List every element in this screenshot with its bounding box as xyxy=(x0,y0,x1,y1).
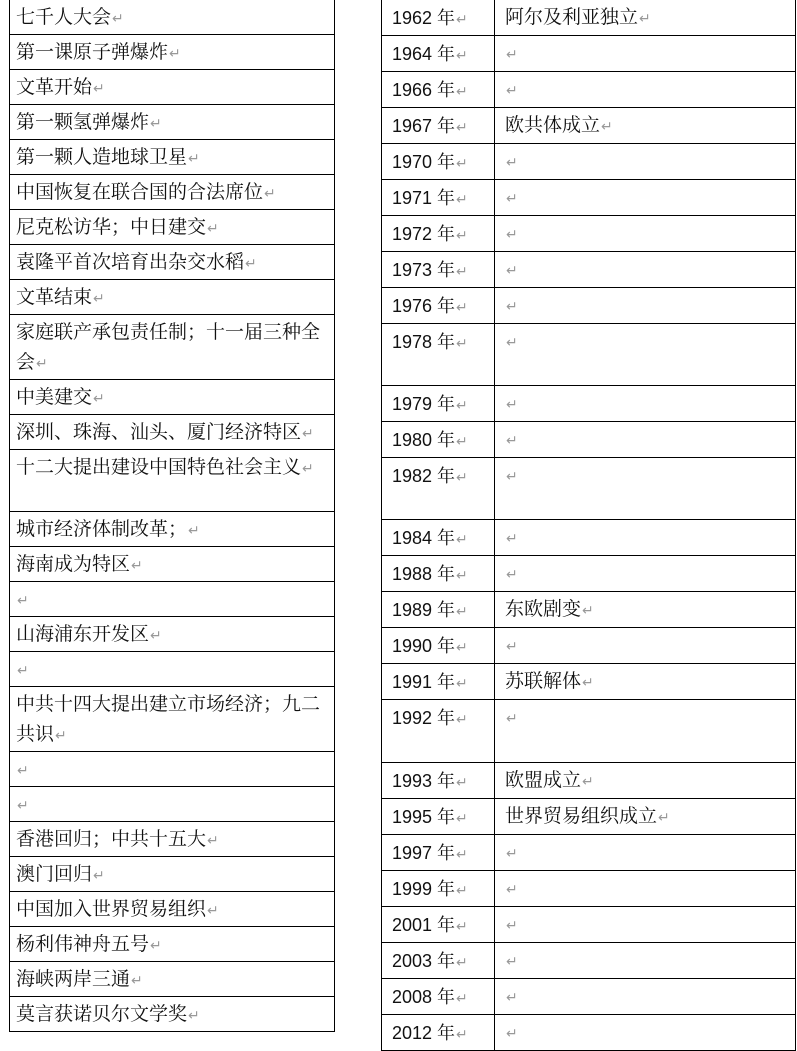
china-event-cell xyxy=(10,245,335,280)
table-row xyxy=(382,835,796,871)
china-event-cell-text: 山海浦东开发区 xyxy=(16,624,150,645)
year-cell-text: 1972 年 xyxy=(392,224,456,244)
table-row xyxy=(382,422,796,458)
paragraph-mark-icon: ↵ xyxy=(582,774,594,790)
year-cell-text: 1982 年 xyxy=(392,466,456,486)
year-cell-text: 1988 年 xyxy=(392,564,456,584)
world-event-cell xyxy=(495,288,796,324)
year-cell xyxy=(382,700,495,763)
paragraph-mark-icon: ↵ xyxy=(456,604,468,620)
year-cell-text: 1984 年 xyxy=(392,528,456,548)
paragraph-mark-icon: ↵ xyxy=(169,46,181,62)
year-cell xyxy=(382,871,495,907)
table-row xyxy=(10,512,335,547)
world-event-cell xyxy=(495,108,796,144)
year-cell xyxy=(382,835,495,871)
paragraph-mark-icon: ↵ xyxy=(456,228,468,244)
paragraph-mark-icon: ↵ xyxy=(456,192,468,208)
paragraph-mark-icon: ↵ xyxy=(456,1027,468,1043)
year-cell-text: 1970 年 xyxy=(392,152,456,172)
paragraph-mark-icon: ↵ xyxy=(17,763,29,779)
paragraph-mark-icon: ↵ xyxy=(131,973,143,989)
year-cell xyxy=(382,520,495,556)
year-cell-text: 1964 年 xyxy=(392,44,456,64)
china-event-cell xyxy=(10,857,335,892)
year-cell xyxy=(382,288,495,324)
paragraph-mark-icon: ↵ xyxy=(506,299,518,315)
china-event-cell xyxy=(10,315,335,380)
paragraph-mark-icon: ↵ xyxy=(506,882,518,898)
paragraph-mark-icon: ↵ xyxy=(207,221,219,237)
table-row xyxy=(10,35,335,70)
table-row xyxy=(10,0,335,35)
china-event-cell xyxy=(10,280,335,315)
china-event-cell xyxy=(10,140,335,175)
paragraph-mark-icon: ↵ xyxy=(506,263,518,279)
paragraph-mark-icon: ↵ xyxy=(506,846,518,862)
china-event-cell-text: 文革开始 xyxy=(16,77,93,98)
table-row xyxy=(382,108,796,144)
table-row xyxy=(10,245,335,280)
year-cell xyxy=(382,180,495,216)
table-row xyxy=(382,72,796,108)
paragraph-mark-icon: ↵ xyxy=(456,811,468,827)
paragraph-mark-icon: ↵ xyxy=(188,151,200,167)
china-event-cell xyxy=(10,380,335,415)
table-row xyxy=(382,324,796,386)
paragraph-mark-icon: ↵ xyxy=(456,84,468,100)
paragraph-mark-icon: ↵ xyxy=(302,426,314,442)
china-event-cell-text: 莫言获诺贝尔文学奖 xyxy=(16,1004,188,1025)
world-event-cell xyxy=(495,907,796,943)
paragraph-mark-icon: ↵ xyxy=(150,938,162,954)
table-row xyxy=(10,70,335,105)
world-event-cell-text: 欧共体成立 xyxy=(505,115,601,136)
year-cell-text: 1971 年 xyxy=(392,188,456,208)
paragraph-mark-icon: ↵ xyxy=(456,712,468,728)
paragraph-mark-icon: ↵ xyxy=(506,567,518,583)
paragraph-mark-icon: ↵ xyxy=(456,120,468,136)
table-row xyxy=(382,1015,796,1051)
table-row xyxy=(382,556,796,592)
china-event-cell xyxy=(10,652,335,687)
china-event-cell xyxy=(10,35,335,70)
year-cell xyxy=(382,0,495,36)
year-cell-text: 1980 年 xyxy=(392,430,456,450)
paragraph-mark-icon: ↵ xyxy=(456,955,468,971)
paragraph-mark-icon: ↵ xyxy=(658,810,670,826)
year-cell-text: 1992 年 xyxy=(392,708,456,728)
paragraph-mark-icon: ↵ xyxy=(456,775,468,791)
world-event-cell xyxy=(495,664,796,700)
year-cell-text: 1966 年 xyxy=(392,80,456,100)
paragraph-mark-icon: ↵ xyxy=(456,336,468,352)
world-event-cell xyxy=(495,763,796,799)
year-cell xyxy=(382,108,495,144)
year-cell xyxy=(382,628,495,664)
table-row xyxy=(10,450,335,512)
table-row xyxy=(10,927,335,962)
world-event-cell xyxy=(495,799,796,835)
paragraph-mark-icon: ↵ xyxy=(456,676,468,692)
china-event-cell xyxy=(10,210,335,245)
paragraph-mark-icon: ↵ xyxy=(112,11,124,27)
paragraph-mark-icon: ↵ xyxy=(17,663,29,679)
paragraph-mark-icon: ↵ xyxy=(456,991,468,1007)
year-cell xyxy=(382,907,495,943)
year-cell xyxy=(382,324,495,386)
paragraph-mark-icon: ↵ xyxy=(601,119,613,135)
paragraph-mark-icon: ↵ xyxy=(506,531,518,547)
paragraph-mark-icon: ↵ xyxy=(456,640,468,656)
china-event-cell-text: 中国加入世界贸易组织 xyxy=(16,899,207,920)
world-event-cell xyxy=(495,979,796,1015)
table-row xyxy=(10,380,335,415)
china-event-cell xyxy=(10,415,335,450)
paragraph-mark-icon: ↵ xyxy=(506,639,518,655)
paragraph-mark-icon: ↵ xyxy=(506,954,518,970)
table-row xyxy=(10,105,335,140)
paragraph-mark-icon: ↵ xyxy=(456,883,468,899)
table-row xyxy=(382,907,796,943)
china-event-cell-text: 深圳、珠海、汕头、厦门经济特区 xyxy=(16,422,302,443)
year-cell-text: 1989 年 xyxy=(392,600,456,620)
year-cell xyxy=(382,943,495,979)
china-event-cell xyxy=(10,547,335,582)
table-row xyxy=(382,386,796,422)
table-row xyxy=(10,415,335,450)
china-event-cell xyxy=(10,105,335,140)
china-event-cell-text: 十二大提出建设中国特色社会主义 xyxy=(16,457,302,478)
table-row xyxy=(382,216,796,252)
china-event-cell-text: 中共十四大提出建立市场经济；九二共识 xyxy=(16,694,321,745)
china-events-table xyxy=(9,0,335,1032)
year-cell-text: 1979 年 xyxy=(392,394,456,414)
paragraph-mark-icon: ↵ xyxy=(150,116,162,132)
table-row xyxy=(382,288,796,324)
paragraph-mark-icon: ↵ xyxy=(93,868,105,884)
paragraph-mark-icon: ↵ xyxy=(456,48,468,64)
paragraph-mark-icon: ↵ xyxy=(456,919,468,935)
paragraph-mark-icon: ↵ xyxy=(506,433,518,449)
world-event-cell xyxy=(495,180,796,216)
table-row xyxy=(10,315,335,380)
table-row xyxy=(382,763,796,799)
china-event-cell-text: 第一颗人造地球卫星 xyxy=(16,147,188,168)
paragraph-mark-icon: ↵ xyxy=(506,335,518,351)
table-row xyxy=(382,144,796,180)
year-cell xyxy=(382,979,495,1015)
world-event-cell xyxy=(495,628,796,664)
paragraph-mark-icon: ↵ xyxy=(456,300,468,316)
table-row xyxy=(10,140,335,175)
china-event-cell xyxy=(10,582,335,617)
year-cell-text: 1990 年 xyxy=(392,636,456,656)
china-event-cell-text: 第一颗氢弹爆炸 xyxy=(16,112,150,133)
table-row xyxy=(10,997,335,1032)
year-cell-text: 2001 年 xyxy=(392,915,456,935)
world-event-cell-text: 东欧剧变 xyxy=(505,599,582,620)
paragraph-mark-icon: ↵ xyxy=(264,186,276,202)
paragraph-mark-icon: ↵ xyxy=(17,593,29,609)
year-cell-text: 1999 年 xyxy=(392,879,456,899)
year-cell-text: 1997 年 xyxy=(392,843,456,863)
china-event-cell-text: 文革结束 xyxy=(16,287,93,308)
paragraph-mark-icon: ↵ xyxy=(150,628,162,644)
paragraph-mark-icon: ↵ xyxy=(188,1008,200,1024)
table-row xyxy=(382,799,796,835)
paragraph-mark-icon: ↵ xyxy=(131,558,143,574)
table-row xyxy=(382,36,796,72)
year-cell-text: 1995 年 xyxy=(392,807,456,827)
paragraph-mark-icon: ↵ xyxy=(506,1026,518,1042)
table-row xyxy=(382,180,796,216)
paragraph-mark-icon: ↵ xyxy=(639,11,651,27)
year-cell-text: 1976 年 xyxy=(392,296,456,316)
table-row xyxy=(382,628,796,664)
world-event-cell-text: 苏联解体 xyxy=(505,671,582,692)
year-cell-text: 1993 年 xyxy=(392,771,456,791)
year-cell-text: 2003 年 xyxy=(392,951,456,971)
world-event-cell xyxy=(495,700,796,763)
paragraph-mark-icon: ↵ xyxy=(506,918,518,934)
china-event-cell xyxy=(10,617,335,652)
paragraph-mark-icon: ↵ xyxy=(456,12,468,28)
table-row xyxy=(10,687,335,752)
table-row xyxy=(382,943,796,979)
table-row xyxy=(382,252,796,288)
china-event-cell xyxy=(10,927,335,962)
paragraph-mark-icon: ↵ xyxy=(506,397,518,413)
table-row xyxy=(10,652,335,687)
paragraph-mark-icon: ↵ xyxy=(456,398,468,414)
china-event-cell xyxy=(10,997,335,1032)
china-event-cell-text: 袁隆平首次培育出杂交水稻 xyxy=(16,252,245,273)
paragraph-mark-icon: ↵ xyxy=(506,47,518,63)
china-event-cell xyxy=(10,70,335,105)
year-cell xyxy=(382,144,495,180)
table-row xyxy=(10,582,335,617)
year-cell-text: 1991 年 xyxy=(392,672,456,692)
paragraph-mark-icon: ↵ xyxy=(582,675,594,691)
china-event-cell xyxy=(10,0,335,35)
year-cell xyxy=(382,664,495,700)
year-cell xyxy=(382,799,495,835)
table-row xyxy=(382,664,796,700)
year-cell xyxy=(382,763,495,799)
year-cell xyxy=(382,72,495,108)
paragraph-mark-icon: ↵ xyxy=(456,264,468,280)
table-row xyxy=(10,892,335,927)
year-cell-text: 2008 年 xyxy=(392,987,456,1007)
world-event-cell xyxy=(495,216,796,252)
table-row xyxy=(10,547,335,582)
paragraph-mark-icon: ↵ xyxy=(207,903,219,919)
paragraph-mark-icon: ↵ xyxy=(17,798,29,814)
paragraph-mark-icon: ↵ xyxy=(456,470,468,486)
world-event-cell xyxy=(495,324,796,386)
paragraph-mark-icon: ↵ xyxy=(456,568,468,584)
china-event-cell xyxy=(10,687,335,752)
china-event-cell xyxy=(10,175,335,210)
world-event-cell-text: 世界贸易组织成立 xyxy=(505,806,658,827)
year-cell-text: 1978 年 xyxy=(392,332,456,352)
paragraph-mark-icon: ↵ xyxy=(55,728,67,744)
paragraph-mark-icon: ↵ xyxy=(245,256,257,272)
paragraph-mark-icon: ↵ xyxy=(506,155,518,171)
year-cell xyxy=(382,592,495,628)
world-event-cell xyxy=(495,422,796,458)
china-event-cell xyxy=(10,892,335,927)
china-event-cell-text: 家庭联产承包责任制；十一届三种全会 xyxy=(16,322,321,373)
paragraph-mark-icon: ↵ xyxy=(506,711,518,727)
paragraph-mark-icon: ↵ xyxy=(93,391,105,407)
world-event-cell xyxy=(495,72,796,108)
world-event-cell xyxy=(495,0,796,36)
world-event-cell xyxy=(495,520,796,556)
table-row xyxy=(10,857,335,892)
china-event-cell-text: 香港回归；中共十五大 xyxy=(16,829,207,850)
china-event-cell xyxy=(10,512,335,547)
world-event-cell xyxy=(495,943,796,979)
china-event-cell-text: 海峡两岸三通 xyxy=(16,969,131,990)
china-event-cell xyxy=(10,787,335,822)
china-event-cell-text: 城市经济体制改革； xyxy=(16,519,188,540)
table-row xyxy=(382,0,796,36)
year-cell xyxy=(382,36,495,72)
china-event-cell-text: 中国恢复在联合国的合法席位 xyxy=(16,182,264,203)
world-event-cell xyxy=(495,592,796,628)
paragraph-mark-icon: ↵ xyxy=(302,461,314,477)
world-event-cell xyxy=(495,835,796,871)
china-event-cell-text: 第一课原子弹爆炸 xyxy=(16,42,169,63)
china-event-cell-text: 中美建交 xyxy=(16,387,93,408)
table-row xyxy=(382,592,796,628)
year-cell xyxy=(382,556,495,592)
world-event-cell xyxy=(495,1015,796,1051)
paragraph-mark-icon: ↵ xyxy=(456,532,468,548)
table-row xyxy=(10,752,335,787)
world-event-cell-text: 欧盟成立 xyxy=(505,770,582,791)
china-event-cell-text: 澳门回归 xyxy=(16,864,93,885)
paragraph-mark-icon: ↵ xyxy=(506,83,518,99)
paragraph-mark-icon: ↵ xyxy=(506,469,518,485)
world-event-cell xyxy=(495,144,796,180)
china-event-cell xyxy=(10,822,335,857)
table-row xyxy=(382,458,796,520)
table-row xyxy=(382,700,796,763)
world-event-cell xyxy=(495,386,796,422)
paragraph-mark-icon: ↵ xyxy=(506,990,518,1006)
table-row xyxy=(382,979,796,1015)
paragraph-mark-icon: ↵ xyxy=(36,356,48,372)
year-cell xyxy=(382,216,495,252)
paragraph-mark-icon: ↵ xyxy=(506,191,518,207)
world-event-cell xyxy=(495,871,796,907)
year-cell-text: 1973 年 xyxy=(392,260,456,280)
year-cell xyxy=(382,252,495,288)
year-cell xyxy=(382,386,495,422)
paragraph-mark-icon: ↵ xyxy=(582,603,594,619)
year-cell-text: 2012 年 xyxy=(392,1023,456,1043)
table-row xyxy=(382,871,796,907)
year-cell xyxy=(382,1015,495,1051)
table-row xyxy=(10,210,335,245)
paragraph-mark-icon: ↵ xyxy=(506,227,518,243)
paragraph-mark-icon: ↵ xyxy=(93,81,105,97)
paragraph-mark-icon: ↵ xyxy=(207,833,219,849)
world-event-cell xyxy=(495,458,796,520)
china-event-cell-text: 尼克松访华；中日建交 xyxy=(16,217,207,238)
world-event-cell-text: 阿尔及利亚独立 xyxy=(505,7,639,28)
china-event-cell xyxy=(10,450,335,512)
table-row xyxy=(10,617,335,652)
paragraph-mark-icon: ↵ xyxy=(456,156,468,172)
paragraph-mark-icon: ↵ xyxy=(456,847,468,863)
paragraph-mark-icon: ↵ xyxy=(456,434,468,450)
paragraph-mark-icon: ↵ xyxy=(93,291,105,307)
china-event-cell xyxy=(10,752,335,787)
table-row xyxy=(10,280,335,315)
china-event-cell-text: 杨利伟神舟五号 xyxy=(16,934,150,955)
china-event-cell-text: 海南成为特区 xyxy=(16,554,131,575)
year-cell xyxy=(382,458,495,520)
year-cell-text: 1962 年 xyxy=(392,8,456,28)
table-row xyxy=(10,787,335,822)
year-cell-text: 1967 年 xyxy=(392,116,456,136)
table-row xyxy=(10,175,335,210)
year-world-events-table xyxy=(381,0,796,1051)
paragraph-mark-icon: ↵ xyxy=(188,523,200,539)
world-event-cell xyxy=(495,556,796,592)
table-row xyxy=(382,520,796,556)
world-event-cell xyxy=(495,36,796,72)
china-event-cell-text: 七千人大会 xyxy=(16,7,112,28)
table-row xyxy=(10,822,335,857)
world-event-cell xyxy=(495,252,796,288)
year-cell xyxy=(382,422,495,458)
